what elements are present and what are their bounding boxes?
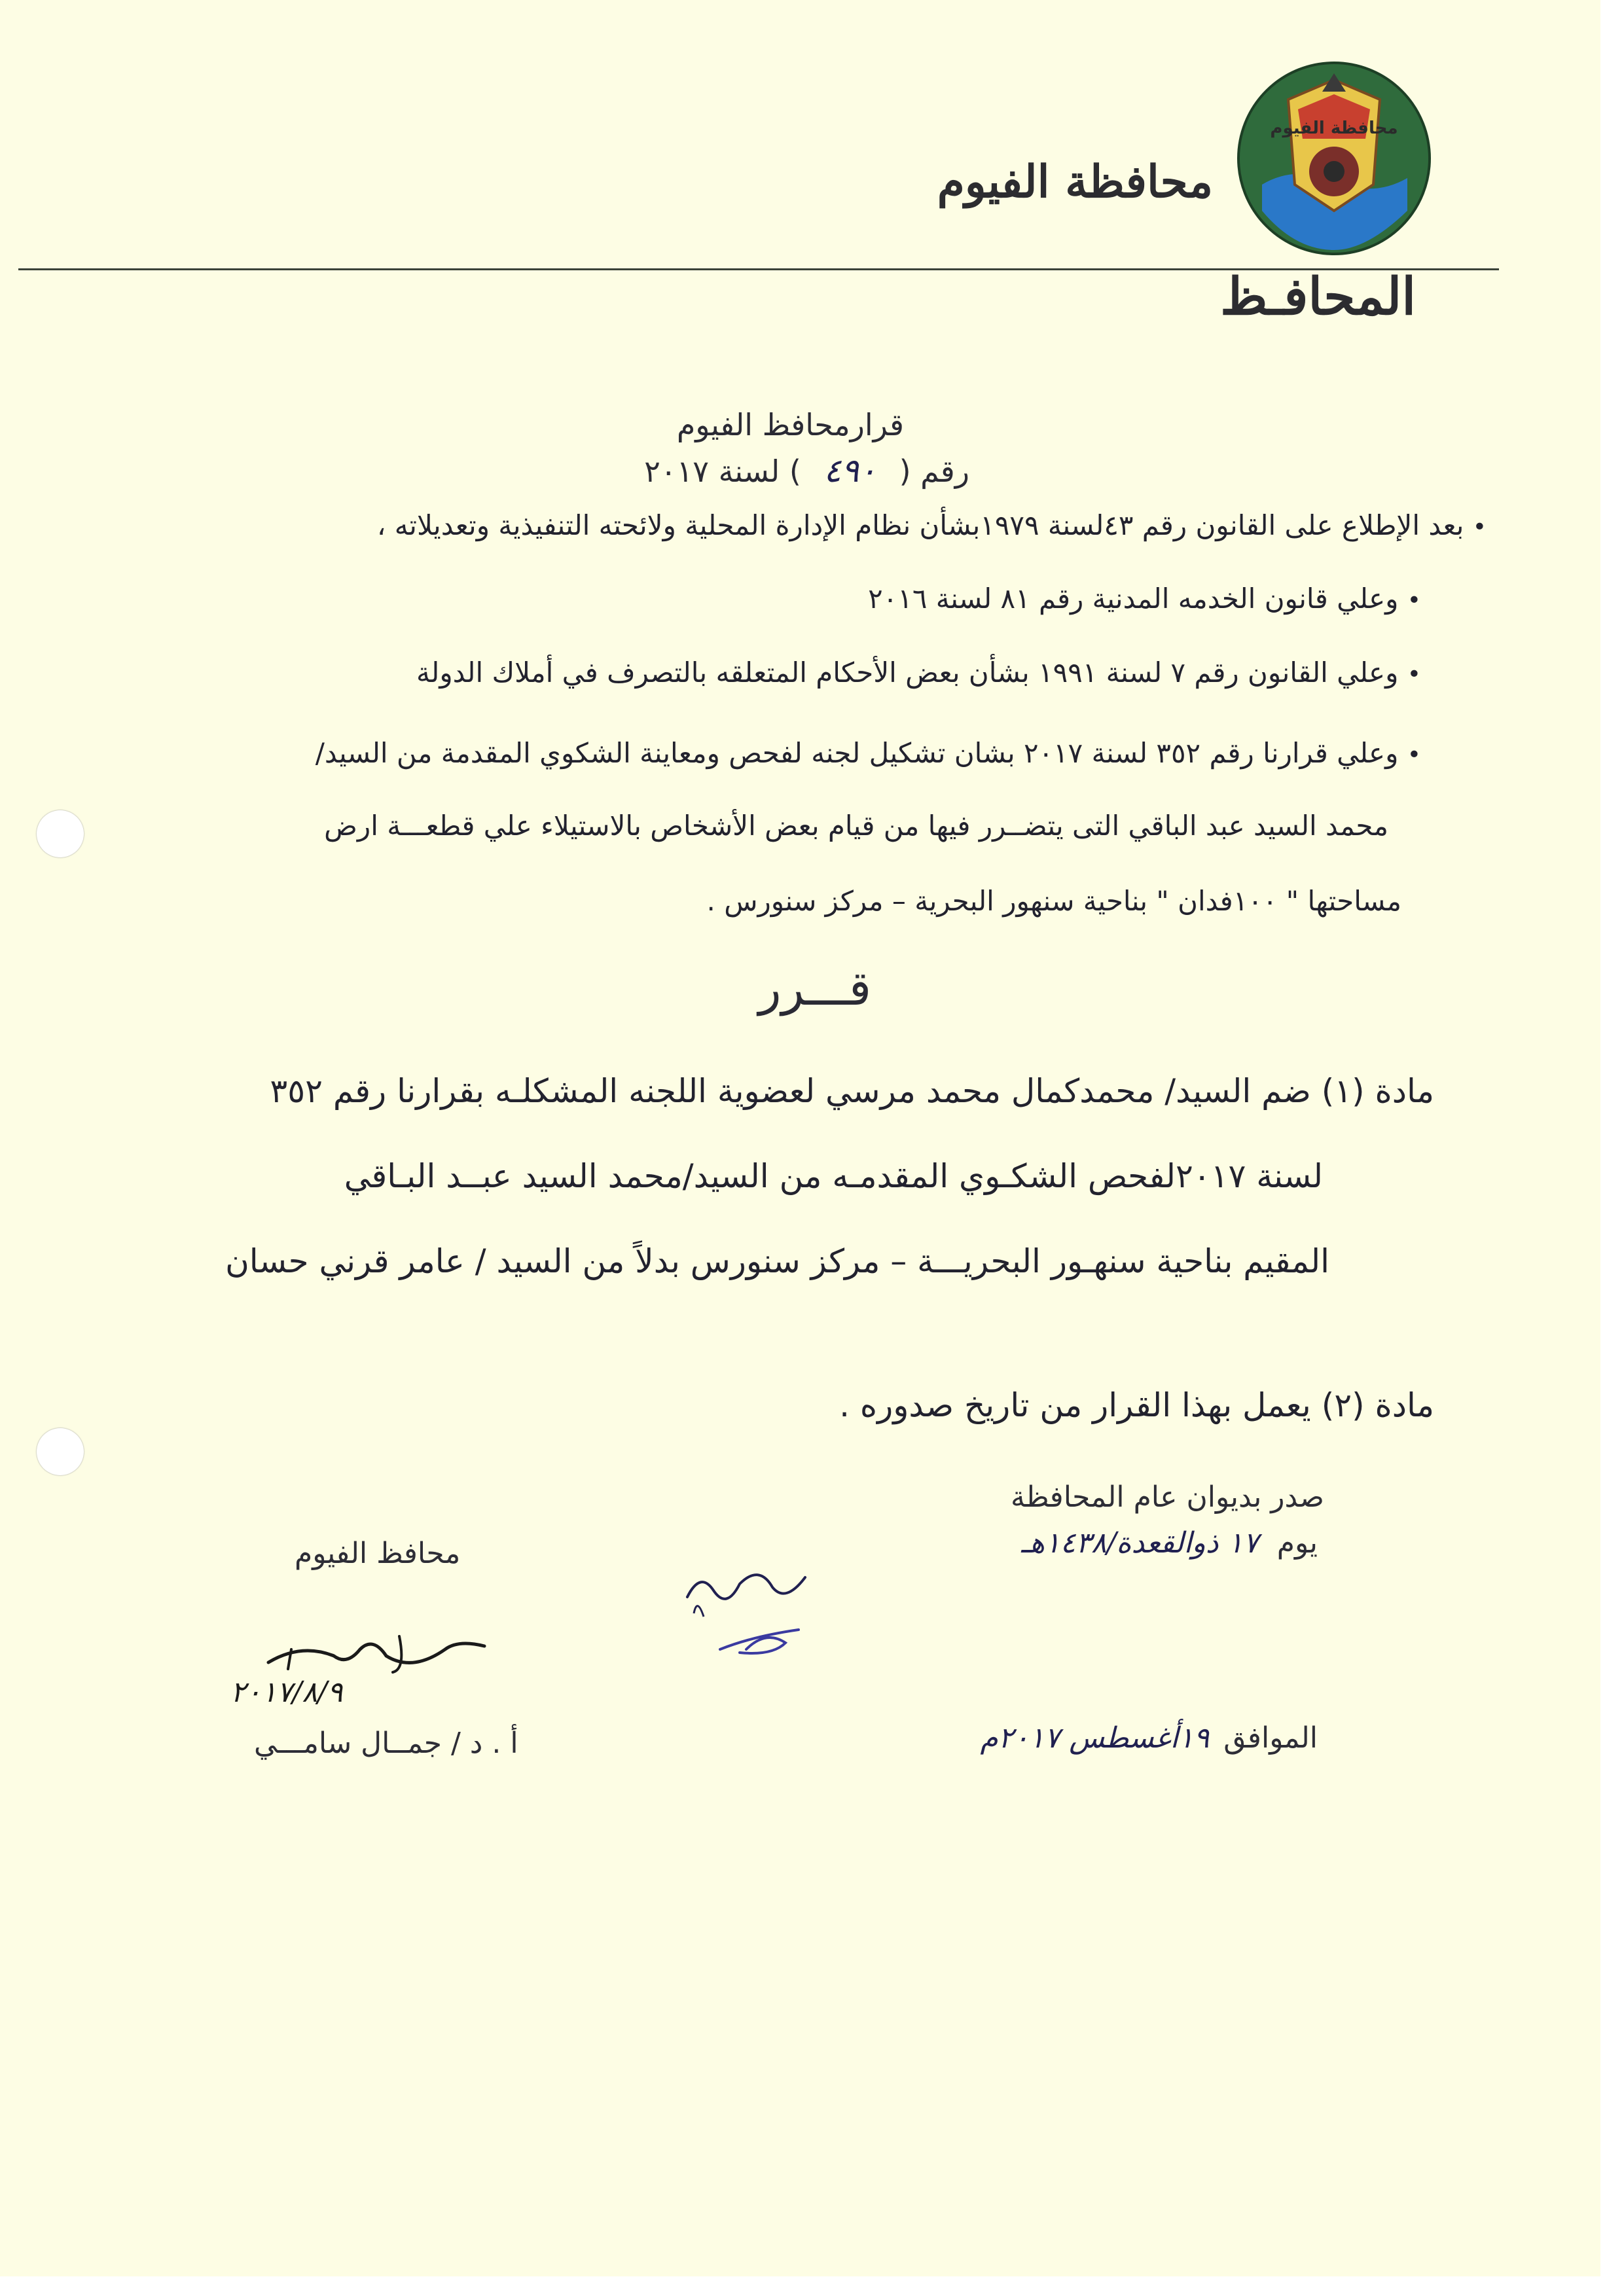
signature-date-handwritten: ٢٠١٧/٨/٩ xyxy=(230,1676,343,1709)
initials-signature-mark xyxy=(674,1551,831,1669)
preamble-text: وعلي القانون رقم ٧ لسنة ١٩٩١ بشأن بعض الأحكام المتعلقه بالتصرف في أملاك الدولة xyxy=(416,656,1399,689)
preamble-text: بعد الإطلاع على القانون رقم ٤٣لسنة ١٩٧٩بشأن نظام الإدارة المحلية ولائحته التنفيذية وتعديلاته ، xyxy=(376,509,1464,541)
bullet-icon: • xyxy=(1472,514,1487,541)
preamble-item xyxy=(416,656,1421,689)
hijri-day-prefix: يوم xyxy=(1276,1526,1318,1560)
decree-number-handwritten: ٤٩٠ xyxy=(823,452,876,490)
decided-heading: قـــرر xyxy=(758,961,871,1016)
punch-hole-upper xyxy=(37,810,84,857)
decree-number-line xyxy=(644,452,969,490)
bullet-icon: • xyxy=(1407,587,1421,614)
hijri-date-line xyxy=(1021,1526,1318,1560)
article-2: مادة (٢) يعمل بهذا القرار من تاريخ صدوره . xyxy=(839,1386,1434,1424)
bullet-icon: • xyxy=(1407,661,1421,688)
preamble-continuation: مساحتها " ١٠٠فدان " بناحية سنهور البحرية – مركز سنورس . xyxy=(706,885,1401,917)
punch-hole-lower xyxy=(37,1428,84,1475)
article-1-line: لسنة ٢٠١٧لفحص الشكـوي المقدمـه من السيد/محمد السيد عبــد البـاقي xyxy=(344,1157,1323,1195)
preamble-item xyxy=(868,583,1421,615)
preamble-text: وعلي قرارنا رقم ٣٥٢ لسنة ٢٠١٧ بشان تشكيل لجنه لفحص ومعاينة الشكوي المقدمة من السيد/ xyxy=(315,737,1399,769)
seal-lettering: محافظة الفيوم xyxy=(1270,118,1398,138)
decree-title: قرارمحافظ الفيوم xyxy=(676,407,904,442)
signatory-role: محافظ الفيوم xyxy=(295,1537,461,1570)
gregorian-date-handwritten: ١٩أغسطس ٢٠١٧م xyxy=(980,1721,1210,1755)
decree-number-prefix: رقم ( xyxy=(899,454,969,489)
scan-margin-right xyxy=(1600,0,1624,2296)
bullet-icon: • xyxy=(1407,742,1421,768)
scan-margin-bottom xyxy=(0,2276,1624,2296)
preamble-item xyxy=(377,509,1487,541)
office-title: المحافـظ xyxy=(1220,267,1416,327)
gregorian-date-line xyxy=(981,1721,1318,1755)
signatory-name: أ . د / جمــال سامـــي xyxy=(254,1727,518,1760)
governorate-name: محافظة الفيوم xyxy=(937,156,1213,208)
article-1-line: المقيم بناحية سنهـور البحريـــة – مركز سنورس بدلاً من السيد / عامر قرني حسان xyxy=(225,1242,1329,1280)
issued-at-line: صدر بديوان عام المحافظة xyxy=(1010,1480,1324,1514)
preamble-continuation: محمد السيد عبد الباقي التى يتضــرر فيها من قيام بعض الأشخاص بالاستيلاء علي قطعـــة ارض xyxy=(324,810,1388,842)
preamble-item xyxy=(316,737,1421,769)
hijri-date-handwritten: ١٧ ذوالقعدة/١٤٣٨هـ xyxy=(1020,1526,1259,1560)
governorate-seal-logo xyxy=(1236,60,1432,257)
preamble-text: وعلي قانون الخدمه المدنية رقم ٨١ لسنة ٢٠١٦ xyxy=(868,583,1399,615)
article-1-line: مادة (١) ضم السيد/ محمدكمال محمد مرسي لعضوية اللجنه المشكلـه بقرارنا رقم ٣٥٢ xyxy=(270,1072,1434,1110)
corresponding-prefix: الموافق xyxy=(1223,1721,1318,1755)
decree-number-suffix: ) لسنة ٢٠١٧ xyxy=(644,454,801,489)
